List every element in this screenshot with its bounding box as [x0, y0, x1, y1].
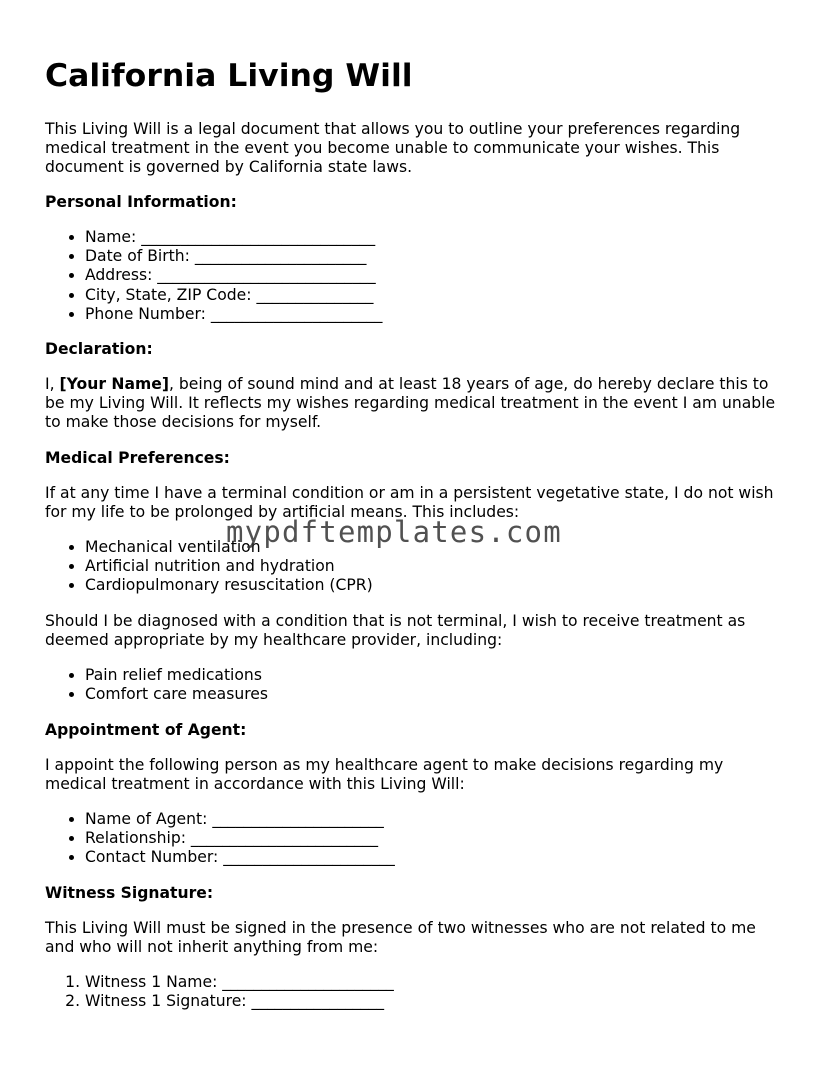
agent-info-list	[45, 810, 823, 868]
agent-name-field: • Name of Agent: ______________________	[85, 810, 823, 829]
witness-signature-field: 2. Witness 1 Signature: _________________	[85, 992, 823, 1011]
personal-phone-field: • Phone Number: ______________________	[85, 305, 823, 324]
your-name-placeholder: [Your Name]	[59, 375, 169, 393]
personal-dob-field: • Date of Birth: ______________________	[85, 247, 823, 266]
agent-paragraph: I appoint the following person as my healthcare agent to make decisions regarding my medical treatment in accordance with this Living Will:	[45, 756, 724, 794]
personal-info-list	[45, 228, 823, 324]
intro-paragraph: This Living Will is a legal document that allows you to outline your preferences regarding medical treatment in the event you become unable to communicate your wishes. This document is governed by California state laws.	[45, 120, 741, 177]
agent-contact-field: • Contact Number: ______________________	[85, 848, 823, 867]
agent-heading: Appointment of Agent:	[45, 721, 247, 739]
agent-relationship-field: • Relationship: ________________________	[85, 829, 823, 848]
accepted-item: • Comfort care measures	[85, 685, 823, 704]
witness-heading: Witness Signature:	[45, 884, 214, 902]
medical-paragraph-terminal: If at any time I have a terminal condition or am in a persistent vegetative state, I do not wish for my life to be prolonged by artificial means. This includes:	[45, 484, 774, 522]
medical-paragraph-nonterminal: Should I be diagnosed with a condition that is not terminal, I wish to receive treatment as deemed appropriate by my healthcare provider, including:	[45, 612, 746, 650]
watermark-text: mypdftemplates.com	[226, 515, 562, 549]
document-title: California Living Will	[45, 58, 413, 94]
declaration-prefix: I,	[45, 375, 60, 393]
personal-name-field: • Name: ______________________________	[85, 228, 823, 247]
witness-list	[45, 973, 823, 1011]
declaration-text: , being of sound mind and at least 18 years of age, do hereby declare this to be my Living Will. It reflects my wishes regarding medical treatment in the event I am unable to make those decisions for myself.	[45, 375, 776, 432]
refused-item: • Mechanical ventilation	[85, 538, 823, 557]
personal-city-field: • City, State, ZIP Code: _______________	[85, 286, 823, 305]
witness-name-field: 1. Witness 1 Name: ______________________	[85, 973, 823, 992]
declaration-paragraph	[45, 375, 785, 433]
accepted-item: • Pain relief medications	[85, 666, 823, 685]
personal-address-field: • Address: ____________________________	[85, 266, 823, 285]
witness-paragraph: This Living Will must be signed in the presence of two witnesses who are not related to me and who will not inherit anything from me:	[45, 919, 756, 957]
declaration-heading: Declaration:	[45, 340, 153, 358]
accepted-treatment-list	[45, 666, 823, 704]
personal-info-heading: Personal Information:	[45, 193, 237, 211]
refused-item: • Artificial nutrition and hydration	[85, 557, 823, 576]
refused-item: • Cardiopulmonary resuscitation (CPR)	[85, 576, 823, 595]
medical-preferences-heading: Medical Preferences:	[45, 449, 230, 467]
